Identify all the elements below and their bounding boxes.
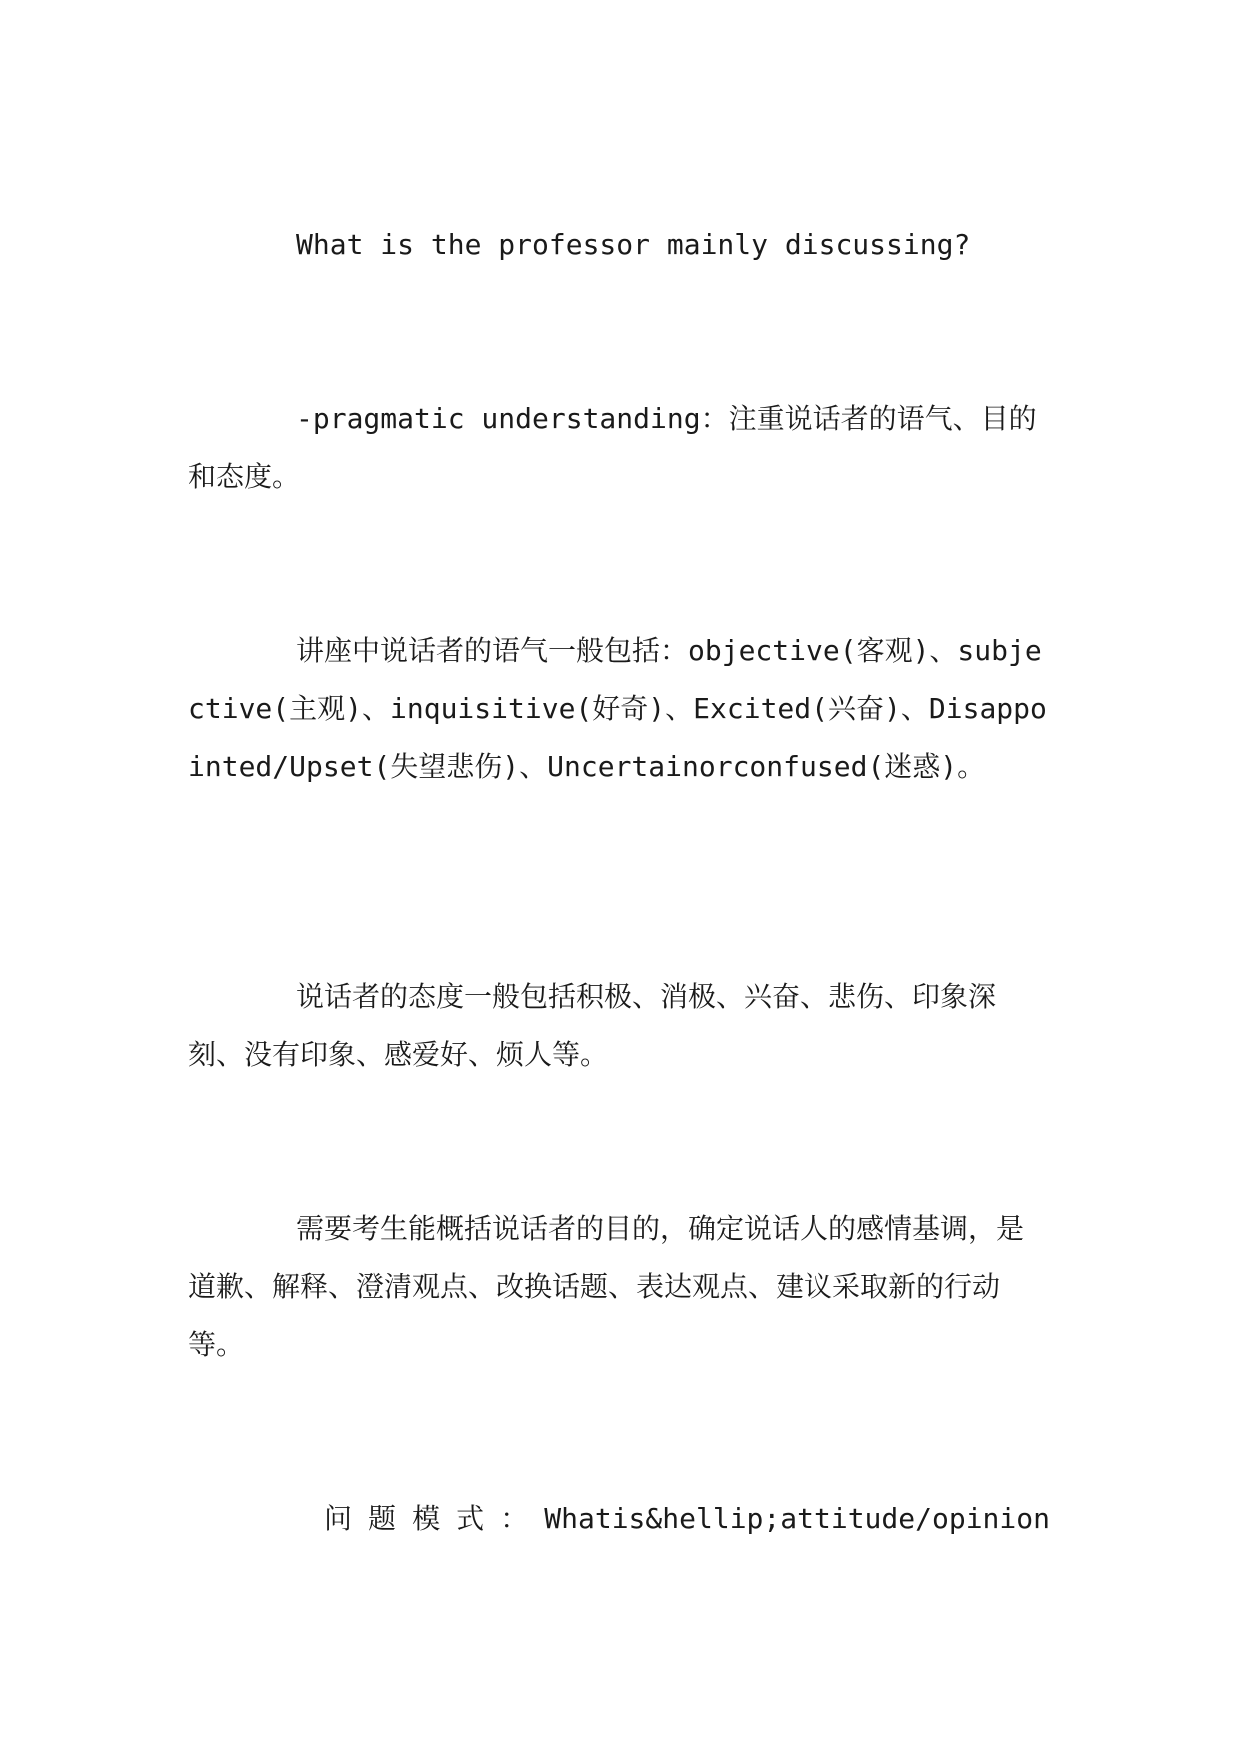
paragraph-speaker-tone: 讲座中说话者的语气一般包括：objective(客观)、subjective(主观)、inquisitive(好奇)、Excited(兴奋)、Disappointed/Upset(失望悲伤)、Uncertainorconfused(迷惑)。	[188, 634, 1047, 783]
paragraph-speaker-attitude: 说话者的态度一般包括积极、消极、兴奋、悲伤、印象深刻、没有印象、感爱好、烦人等。	[188, 980, 997, 1071]
paragraph-speaker-purpose: 需要考生能概括说话者的目的，确定说话人的感情基调，是道歉、解释、澄清观点、改换话题、表达观点、建议采取新的行动等。	[188, 1212, 1025, 1361]
paragraph-question-pattern: 问题模式：Whatis&hellip;attitude/opinion	[324, 1502, 1050, 1535]
paragraph-question: What is the professor mainly discussing?	[296, 228, 971, 261]
paragraph-pragmatic-understanding: -pragmatic understanding：注重说话者的语气、目的和态度。	[188, 402, 1037, 493]
